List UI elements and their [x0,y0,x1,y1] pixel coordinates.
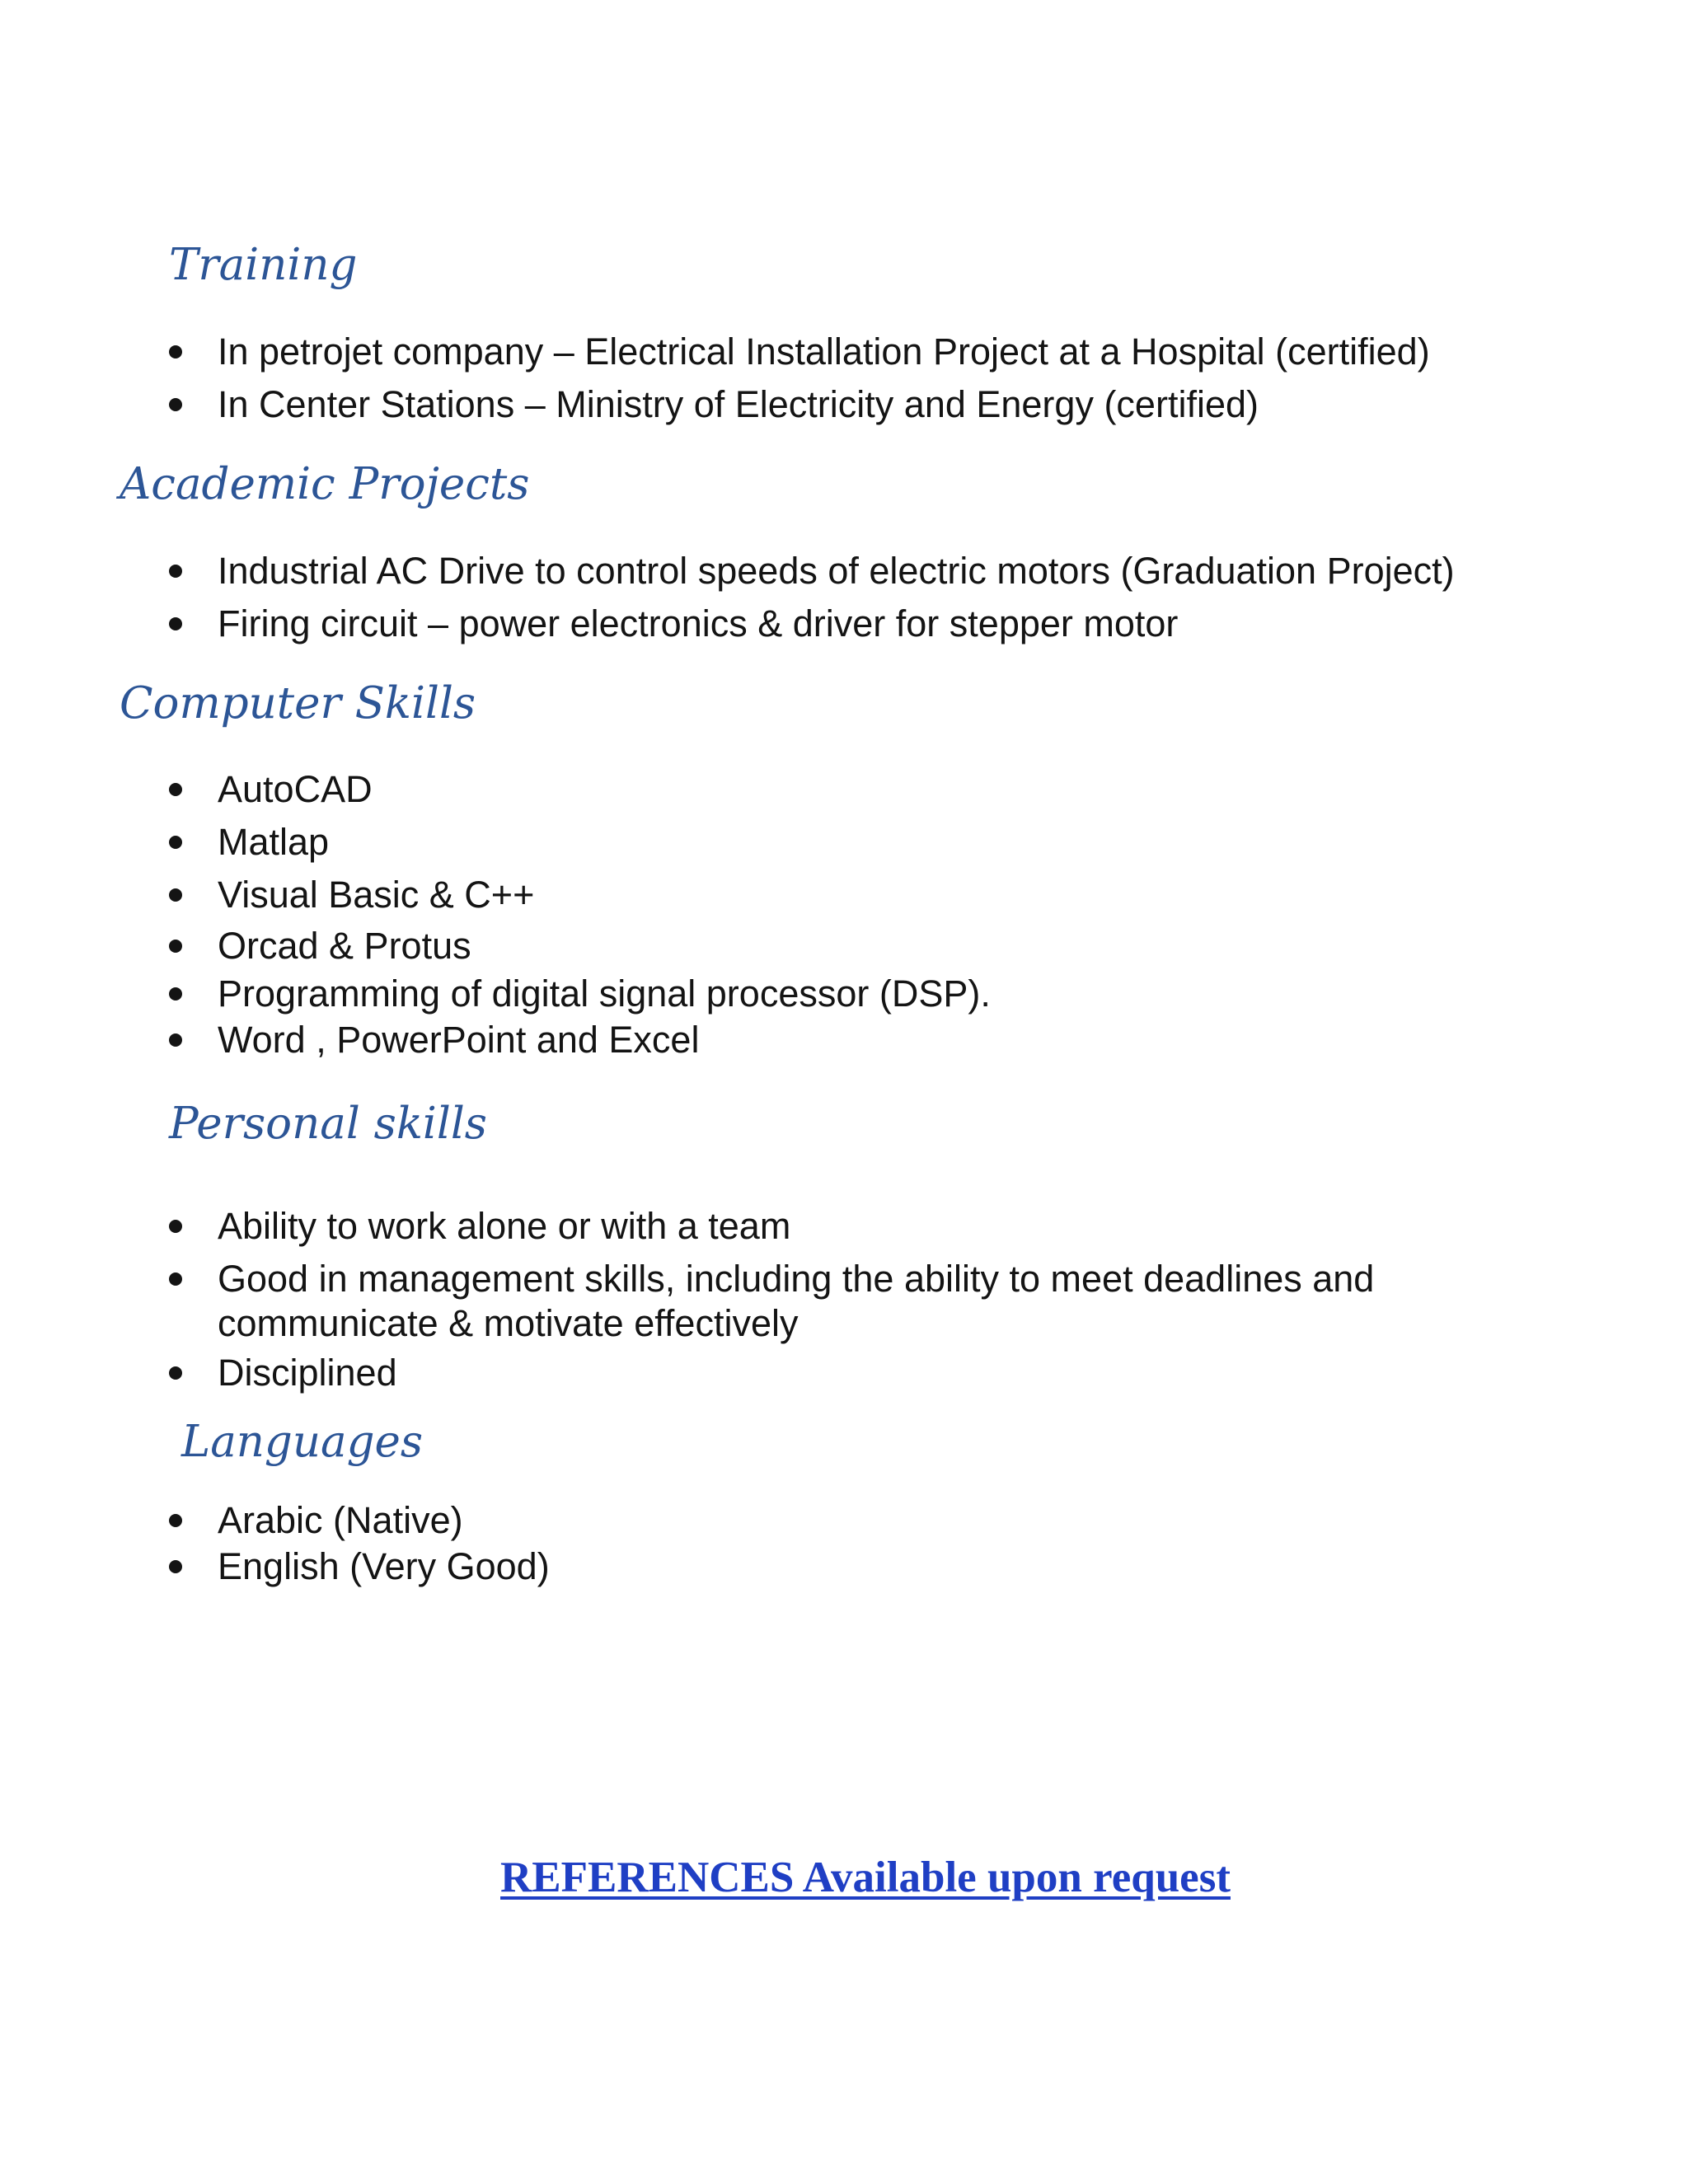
bullet-icon [169,987,182,1001]
academic-projects-heading: Academic Projects [120,459,530,509]
personal-skills-list [0,1200,1688,1396]
training-list [0,326,1688,431]
bullet-icon [169,1560,182,1573]
list-item [0,816,1536,869]
academic-project-item-text: Industrial AC Drive to control speeds of electric motors (Graduation Project) [218,550,1455,592]
academic-project-item-text: Firing circuit – power electronics & driver for stepper motor [218,602,1179,644]
languages-list [0,1497,1688,1590]
personal-skill-item-text: Disciplined [218,1352,397,1394]
language-item-text: Arabic (Native) [218,1499,463,1541]
list-item [0,763,1536,816]
bullet-icon [169,398,182,411]
bullet-icon [169,1220,182,1233]
list-item [0,869,1536,921]
languages-heading: Languages [181,1417,424,1467]
computer-skill-item-text: AutoCAD [218,768,373,810]
bullet-icon [169,617,182,630]
bullet-icon [169,1033,182,1047]
list-item [0,1544,1536,1590]
computer-skill-item-text: Orcad & Protus [218,925,471,967]
list-item [0,1350,1536,1396]
list-item [0,1017,1536,1063]
training-item-text: In petrojet company – Electrical Installation Project at a Hospital (certified) [218,330,1430,373]
bullet-icon [169,565,182,578]
bullet-icon [169,888,182,902]
computer-skill-item-text: Visual Basic & C++ [218,874,535,916]
academic-projects-list [0,545,1688,650]
bullet-icon [169,1366,182,1380]
list-item [0,1200,1536,1253]
personal-skill-item-text: Good in management skills, including the ability to meet deadlines and communicate & motivate effectively [218,1258,1375,1344]
list-item [0,326,1536,378]
list-item [0,1253,1536,1350]
bullet-icon [169,783,182,796]
language-item-text: English (Very Good) [218,1545,550,1587]
list-item [0,378,1536,431]
training-item-text: In Center Stations – Ministry of Electricity and Energy (certified) [218,383,1259,425]
bullet-icon [169,345,182,359]
personal-skill-item-text: Ability to work alone or with a team [218,1205,791,1247]
computer-skills-heading: Computer Skills [120,678,476,729]
bullet-icon [169,1514,182,1527]
computer-skill-item-text: Word , PowerPoint and Excel [218,1019,700,1061]
personal-skills-heading: Personal skills [169,1099,487,1149]
list-item [0,971,1536,1017]
list-item [0,598,1536,650]
list-item [0,1497,1536,1544]
bullet-icon [169,1272,182,1286]
computer-skills-list [0,763,1688,1063]
computer-skill-item-text: Programming of digital signal processor (DSP). [218,972,991,1015]
list-item [0,545,1536,598]
training-heading: Training [169,240,358,290]
references-note: REFERENCES Available upon request [500,1854,1231,1901]
computer-skill-item-text: Matlap [218,821,330,863]
bullet-icon [169,940,182,953]
list-item [0,921,1536,971]
bullet-icon [169,836,182,849]
